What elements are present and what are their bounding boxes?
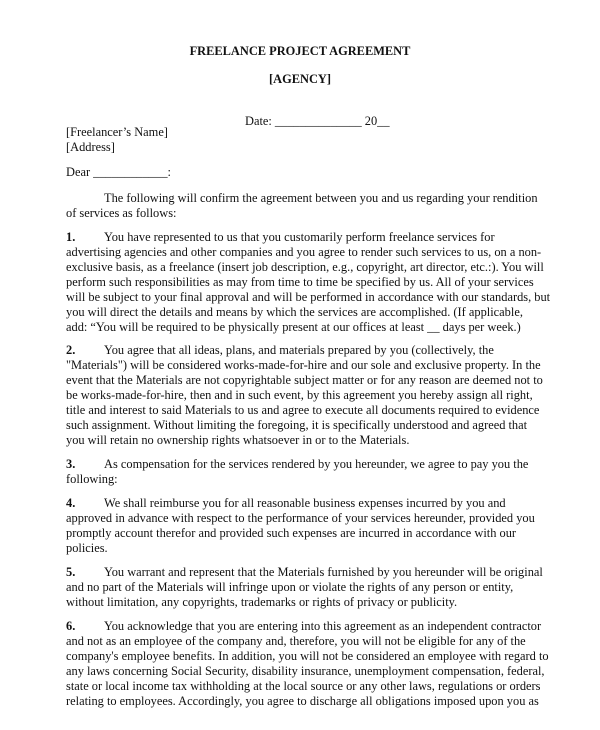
section-6-line: company's employee benefits. In addition, you will not be considered an employee with regard to [66,649,549,663]
section-1-line: will be subject to your final approval and will be performed in accordance with our standards, but [66,290,551,304]
section-5-line: and no part of the Materials will infringe upon or violate the rights of any person or entity, [66,580,514,594]
section-2-line: 2. You agree that all ideas, plans, and materials prepared by you (collectively, the [66,343,494,357]
section-6-line: 6. You acknowledge that you are entering into this agreement as an independent contractor [66,619,542,633]
section-1-line: you will direct the details and means by which the services are accomplished. (If applicable, [66,305,523,319]
section-2-line: such assignment. Without limiting the foregoing, it is specifically understood and agreed that [66,418,528,432]
section-4-number: 4. [66,496,76,510]
section-1-line: add: “You will be required to be physically present at our offices at least __ days per week.) [66,320,521,334]
salutation: Dear ____________: [66,165,171,179]
section-5-number: 5. [66,565,76,579]
section-2-line: you will retain no ownership rights whatsoever in or to the Materials. [66,433,410,447]
section-1-line: exclusive basis, as a freelance (insert job description, e.g., copyright, art director, etc.:). You will [66,260,544,274]
section-2-line: event that the Materials are not copyrightable subject matter or for any reason are deemed not to [66,373,543,387]
section-1-line: 1. You have represented to us that you customarily perform freelance services for [66,230,495,244]
document-title: FREELANCE PROJECT AGREEMENT [189,44,411,58]
section-3-number: 3. [66,457,76,471]
intro-line: of services as follows: [66,206,177,220]
section-6-line: any laws concerning Social Security, disability insurance, unemployment compensation, federal, [66,664,545,678]
section-6-number: 6. [66,619,76,633]
agency-placeholder: [AGENCY] [269,72,331,86]
section-1-line: perform such responsibilities as may from time to time be specified by us. All of your services [66,275,534,289]
intro-line: The following will confirm the agreement between you and us regarding your rendition [104,191,538,205]
section-4-line: promptly account therefor and provided such expenses are incurred in accordance with our [66,526,517,540]
section-1-number: 1. [66,230,76,244]
section-1-line: advertising agencies and other companies and you agree to render such services to us, on a non- [66,245,542,259]
section-2-line: "Materials") will be considered works-made-for-hire and our sole and exclusive property. In the [66,358,541,372]
date-line: Date: ______________ 20__ [245,114,390,128]
section-6-line: relating to employees. Accordingly, you agree to discharge all obligations imposed upon you as [66,694,539,708]
section-6-line: state or local income tax withholding at the local source or any other laws, regulations or orders [66,679,541,693]
freelancer-name: [Freelancer’s Name] [66,125,168,139]
section-3-line: 3. As compensation for the services rendered by you hereunder, we agree to pay you the [66,457,529,471]
section-2-number: 2. [66,343,76,357]
section-2-line: be works-made-for-hire, then and in such event, by this agreement you hereby assign all right, [66,388,533,402]
section-6-line: and not as an employee of the company and, therefore, you will not be eligible for any of the [66,634,526,648]
section-5-line: without limitation, any copyrights, trademarks or rights of privacy or publicity. [66,595,458,609]
address: [Address] [66,140,115,154]
section-4-line: 4. We shall reimburse you for all reasonable business expenses incurred by you and [66,496,506,510]
section-2-line: title and interest to said Materials to us and agree to execute all documents required to evidence [66,403,540,417]
section-4-line: policies. [66,541,108,555]
section-3-line: following: [66,472,118,486]
section-5-line: 5. You warrant and represent that the Materials furnished by you hereunder will be original [66,565,543,579]
section-4-line: approved in advance with respect to the performance of your services hereunder, provided you [66,511,535,525]
